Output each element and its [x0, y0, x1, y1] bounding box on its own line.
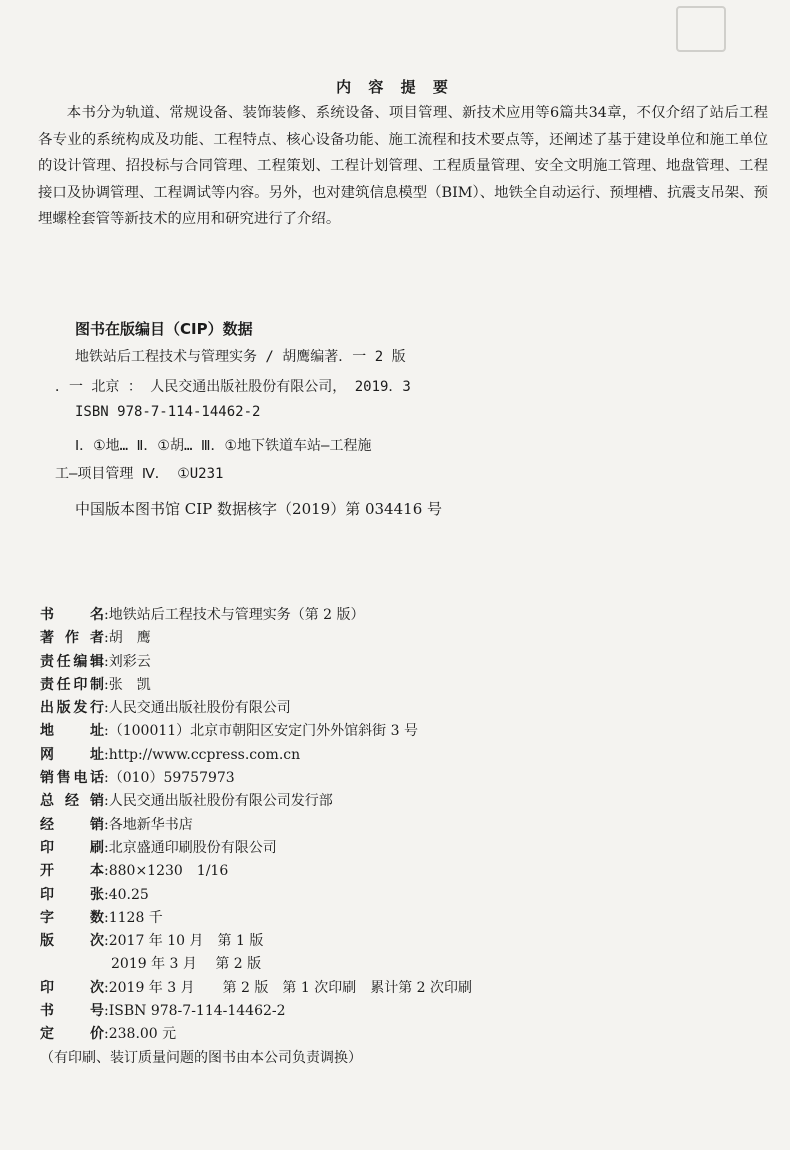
info-label: 印 刷 — [40, 839, 104, 856]
info-row-edition: 版 次 : 2017 年 10 月 第 1 版 — [40, 930, 760, 953]
cip-heading: 图书在版编目（CIP）数据 — [75, 320, 253, 338]
info-row-sheets: 印 张 : 40.25 — [40, 884, 760, 907]
cip-line: Ⅰ．①地… Ⅱ．①胡… Ⅲ．①地下铁道车站—工程施 — [75, 438, 372, 454]
info-value: （100011）北京市朝阳区安定门外外馆斜街 3 号 — [108, 723, 418, 740]
info-label: 著 作 者 — [40, 630, 104, 647]
info-row-edition-2 — [40, 953, 760, 976]
info-row-address: 地 址 : （100011）北京市朝阳区安定门外外馆斜街 3 号 — [40, 720, 760, 743]
info-value: 人民交通出版社股份有限公司发行部 — [108, 793, 333, 810]
cip-line: ．一 北京 ： 人民交通出版社股份有限公司， 2019．3 — [55, 379, 411, 395]
info-row-retailer: 经 销 : 各地新华书店 — [40, 814, 760, 837]
cip-number: 中国版本图书馆 CIP 数据核字（2019）第 034416 号 — [75, 500, 443, 518]
cip-line: ISBN 978-7-114-14462-2 — [75, 404, 261, 420]
info-label: 定 价 — [40, 1026, 104, 1043]
info-label: 开 本 — [40, 863, 104, 880]
info-value: 2019 年 3 月 第 2 版 — [111, 956, 262, 973]
bleed-through-logo — [676, 6, 726, 52]
info-row-printer: 印 刷 : 北京盛通印刷股份有限公司 — [40, 837, 760, 860]
info-value: 人民交通出版社股份有限公司 — [108, 700, 291, 717]
info-label: 出版发行 — [40, 700, 104, 717]
info-row-printing: 印 次 : 2019 年 3 月 第 2 版 第 1 次印刷 累计第 2 次印刷 — [40, 977, 760, 1000]
info-value: 地铁站后工程技术与管理实务（第 2 版） — [108, 607, 365, 623]
info-label: 责任编辑 — [40, 653, 104, 670]
info-row-editor: 责任编辑 : 刘彩云 — [40, 651, 760, 674]
info-row-title: 书 名 : 地铁站后工程技术与管理实务（第 2 版） — [40, 604, 760, 627]
info-value: 880×1230 1/16 — [108, 863, 229, 880]
info-row-isbn: 书 号 : ISBN 978-7-114-14462-2 — [40, 1000, 760, 1023]
info-value: 238.00 元 — [108, 1026, 177, 1043]
publication-info — [40, 604, 760, 1070]
info-row-word-count: 字 数 : 1128 千 — [40, 907, 760, 930]
info-value: http://www.ccpress.com.cn — [108, 746, 301, 763]
info-value: 各地新华书店 — [108, 816, 193, 833]
info-label: 责任印制 — [40, 676, 104, 693]
info-label: 销售电话 — [40, 770, 104, 787]
info-row-author: 著 作 者 : 胡 鹰 — [40, 627, 760, 650]
info-value: 2017 年 10 月 第 1 版 — [108, 933, 264, 950]
info-label: 版 次 — [40, 933, 104, 950]
info-value: 北京盛通印刷股份有限公司 — [108, 839, 277, 856]
info-row-print-supervisor: 责任印制 : 张 凯 — [40, 674, 760, 697]
info-row-website: 网 址 : http://www.ccpress.com.cn — [40, 744, 760, 767]
info-value: 胡 鹰 — [108, 630, 151, 647]
info-label: 印 张 — [40, 886, 104, 903]
info-row-sales-phone: 销售电话 : （010）59757973 — [40, 767, 760, 790]
info-label: 网 址 — [40, 746, 104, 763]
info-value: ISBN 978-7-114-14462-2 — [108, 1003, 286, 1020]
info-label: 地 址 — [40, 723, 104, 740]
info-row-price: 定 价 : 238.00 元 — [40, 1023, 760, 1046]
info-label: 字 数 — [40, 909, 104, 926]
cip-line: 工—项目管理 Ⅳ． ①U231 — [55, 466, 224, 482]
info-label: 书 号 — [40, 1003, 104, 1020]
info-value: 40.25 — [108, 886, 149, 903]
info-value: 张 凯 — [108, 676, 151, 693]
info-label: 经 销 — [40, 816, 104, 833]
info-value: 刘彩云 — [108, 653, 151, 670]
summary-text: 本书分为轨道、常规设备、装饰装修、系统设备、项目管理、新技术应用等6篇共34章，不仅介绍了站后工程各专业的系统构成及功能、工程特点、核心设备功能、施工流程和技术要点等，还阐述了基于建设单位和施工单位的设计管理、招投标与合同管理、工程策划、工程计划管理、工程质量管理、安全文明施工管理、地盘管理、工程接口及协调管理、工程调试等内容。另外，也对建筑信息模型（BIM）、地铁全自动运行、预埋槽、抗震支吊架、预埋螺栓套管等新技术的应用和研究进行了介绍。 — [38, 105, 768, 227]
info-row-format: 开 本 : 880×1230 1/16 — [40, 860, 760, 883]
info-label: 印 次 — [40, 979, 104, 996]
cip-line: 地铁站后工程技术与管理实务 / 胡鹰编著．一 2 版 — [75, 349, 406, 365]
summary-title: 内 容 提 要 — [336, 78, 454, 96]
info-row-distributor: 总 经 销 : 人民交通出版社股份有限公司发行部 — [40, 790, 760, 813]
info-label: 总 经 销 — [40, 793, 104, 810]
quality-notice: （有印刷、装订质量问题的图书由本公司负责调换） — [40, 1049, 362, 1066]
info-row-publisher: 出版发行 : 人民交通出版社股份有限公司 — [40, 697, 760, 720]
info-value: 1128 千 — [108, 909, 163, 926]
info-value: 2019 年 3 月 第 2 版 第 1 次印刷 累计第 2 次印刷 — [108, 979, 473, 996]
info-value: （010）59757973 — [108, 770, 235, 787]
info-label: 书 名 — [40, 607, 104, 623]
